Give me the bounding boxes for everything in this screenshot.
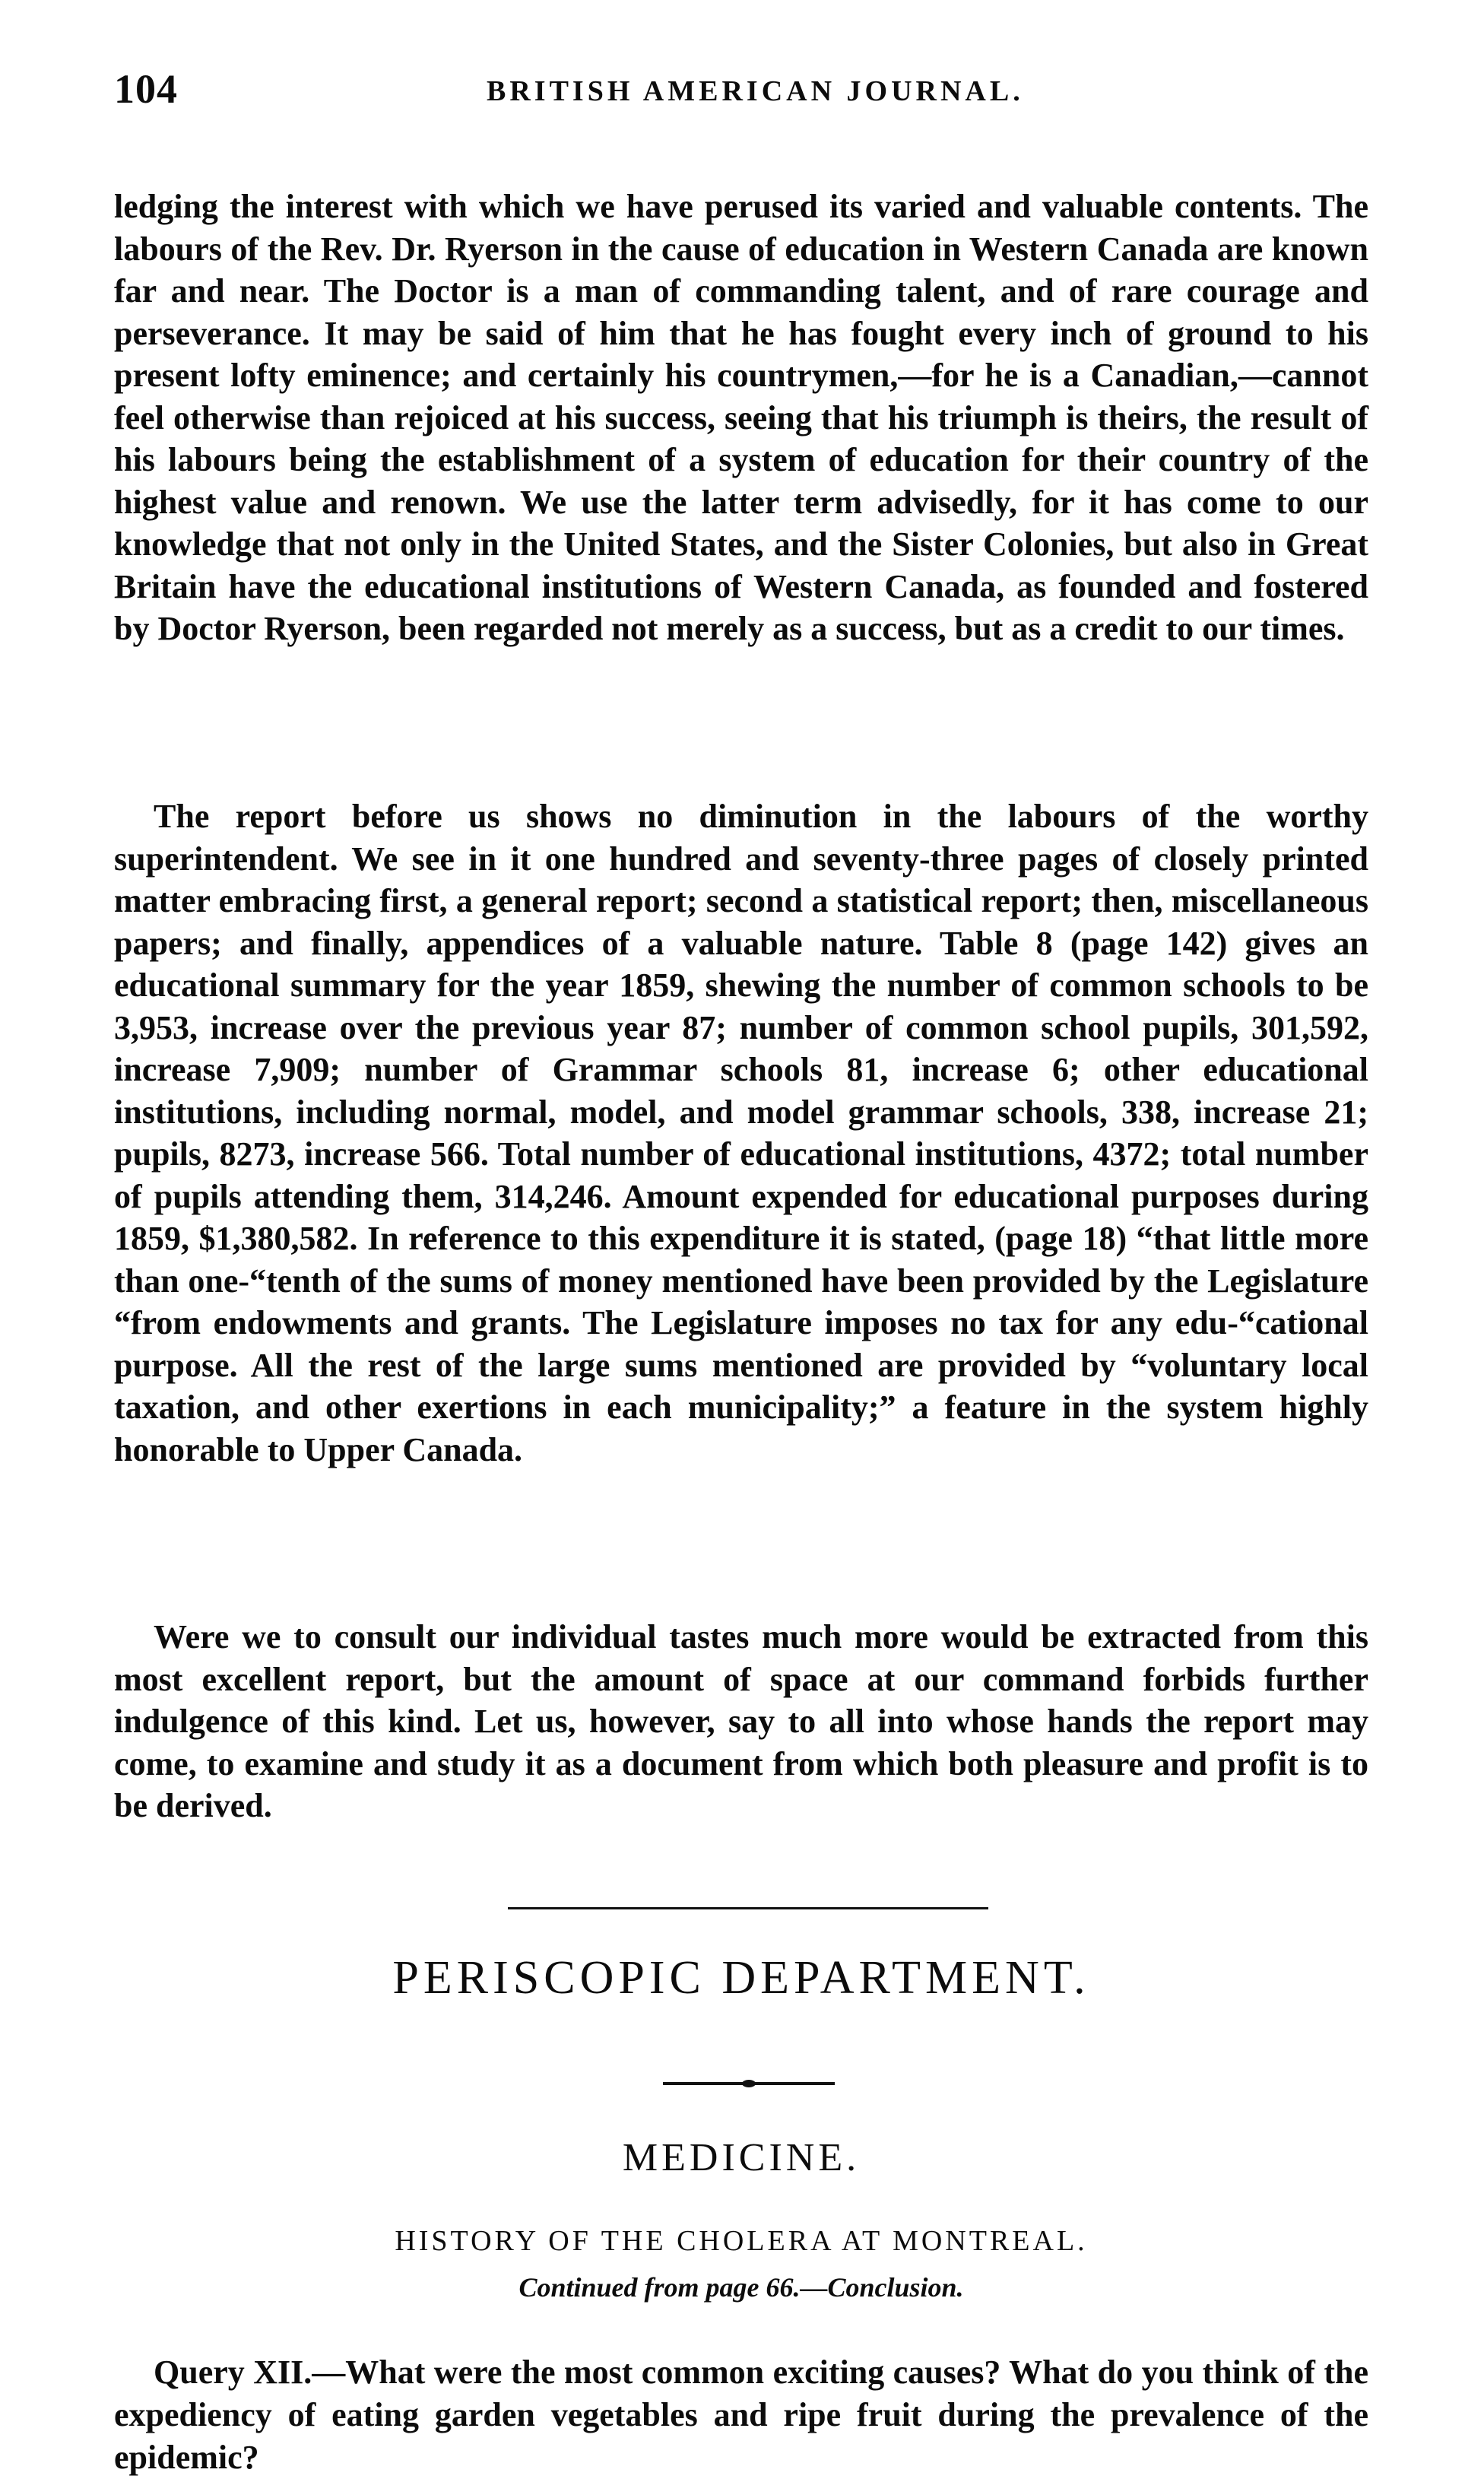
page-header	[114, 65, 1368, 119]
ornament-bar-right	[755, 2082, 835, 2085]
department-title: PERISCOPIC DEPARTMENT.	[392, 1952, 1090, 2004]
ornamental-divider	[663, 2080, 835, 2087]
article-subtitle: Continued from page 66.—Conclusion.	[518, 2272, 964, 2303]
running-head: BRITISH AMERICAN JOURNAL.	[487, 75, 1024, 107]
section-title: MEDICINE.	[622, 2136, 861, 2179]
ornament-bar-left	[663, 2082, 743, 2085]
ornament-dot	[742, 2080, 756, 2087]
query-paragraph: Query XII.—What were the most common exciting causes? What do you think of the expediency of eating garden vegetables and ripe fruit during the prevalence of the epidemic?	[114, 2354, 1368, 2476]
body-paragraph-1: ledging the interest with which we have perused its varied and valuable contents. The labours of the Rev. Dr. Ryerson in the cause of education in Western Canada are known far and near. The Doctor is a man of commanding talent, and of rare courage and perseverance. It may be said of him that he has fought every inch of ground to his present lofty eminence; and certainly his countrymen,—for he is a Canadian,—cannot feel otherwise than rejoiced at his success, seeing that his triumph is theirs, the result of his labours being the establishment of a system of education for their country of the highest value and renown. We use the latter term advisedly, for it has come to our knowledge that not only in the United States, and the Sister Colonies, but also in Great Britain have the educational institutions of Western Canada, as founded and fostered by Doctor Ryerson, been regarded not merely as a success, but as a credit to our times.	[114, 188, 1368, 647]
article-title: HISTORY OF THE CHOLERA AT MONTREAL.	[395, 2225, 1088, 2257]
body-paragraph-3: Were we to consult our individual tastes much more would be extracted from this most excellent report, but the amount of space at our command forbids further indulgence of this kind. Let us, however, say to all into whose hands the report may come, to examine and study it as a document from which both pleasure and profit is to be derived.	[114, 1618, 1368, 1824]
page-number: 104	[114, 66, 178, 112]
body-paragraph-2: The report before us shows no diminution in the labours of the worthy superintendent. We see in it one hundred and seventy-three pages of closely printed matter embracing first, a general report; second a statistical report; then, miscellaneous papers; and finally, appendices of a valuable nature. Table 8 (page 142) gives an educational summary for the year 1859, shewing the number of common schools to be 3,953, increase over the previous year 87; number of common school pupils, 301,592, increase 7,909; number of Grammar schools 81, increase 6; other educational institutions, including normal, model, and model grammar schools, 338, increase 21; pupils, 8273, increase 566. Total number of educational institutions, 4372; total number of pupils attending them, 314,246. Amount expended for educational purposes during 1859, $1,380,582. In reference to this expenditure it is stated, (page 18) “that little more than one-“tenth of the sums of money mentioned have been provided by the Legislature “from endowments and grants. The Legislature imposes no tax for any edu-“cational purpose. All the rest of the large sums mentioned are provided by “voluntary local taxation, and other exertions in each municipality;” a feature in the system highly honorable to Upper Canada.	[114, 798, 1368, 1468]
section-divider-rule	[508, 1907, 988, 1909]
